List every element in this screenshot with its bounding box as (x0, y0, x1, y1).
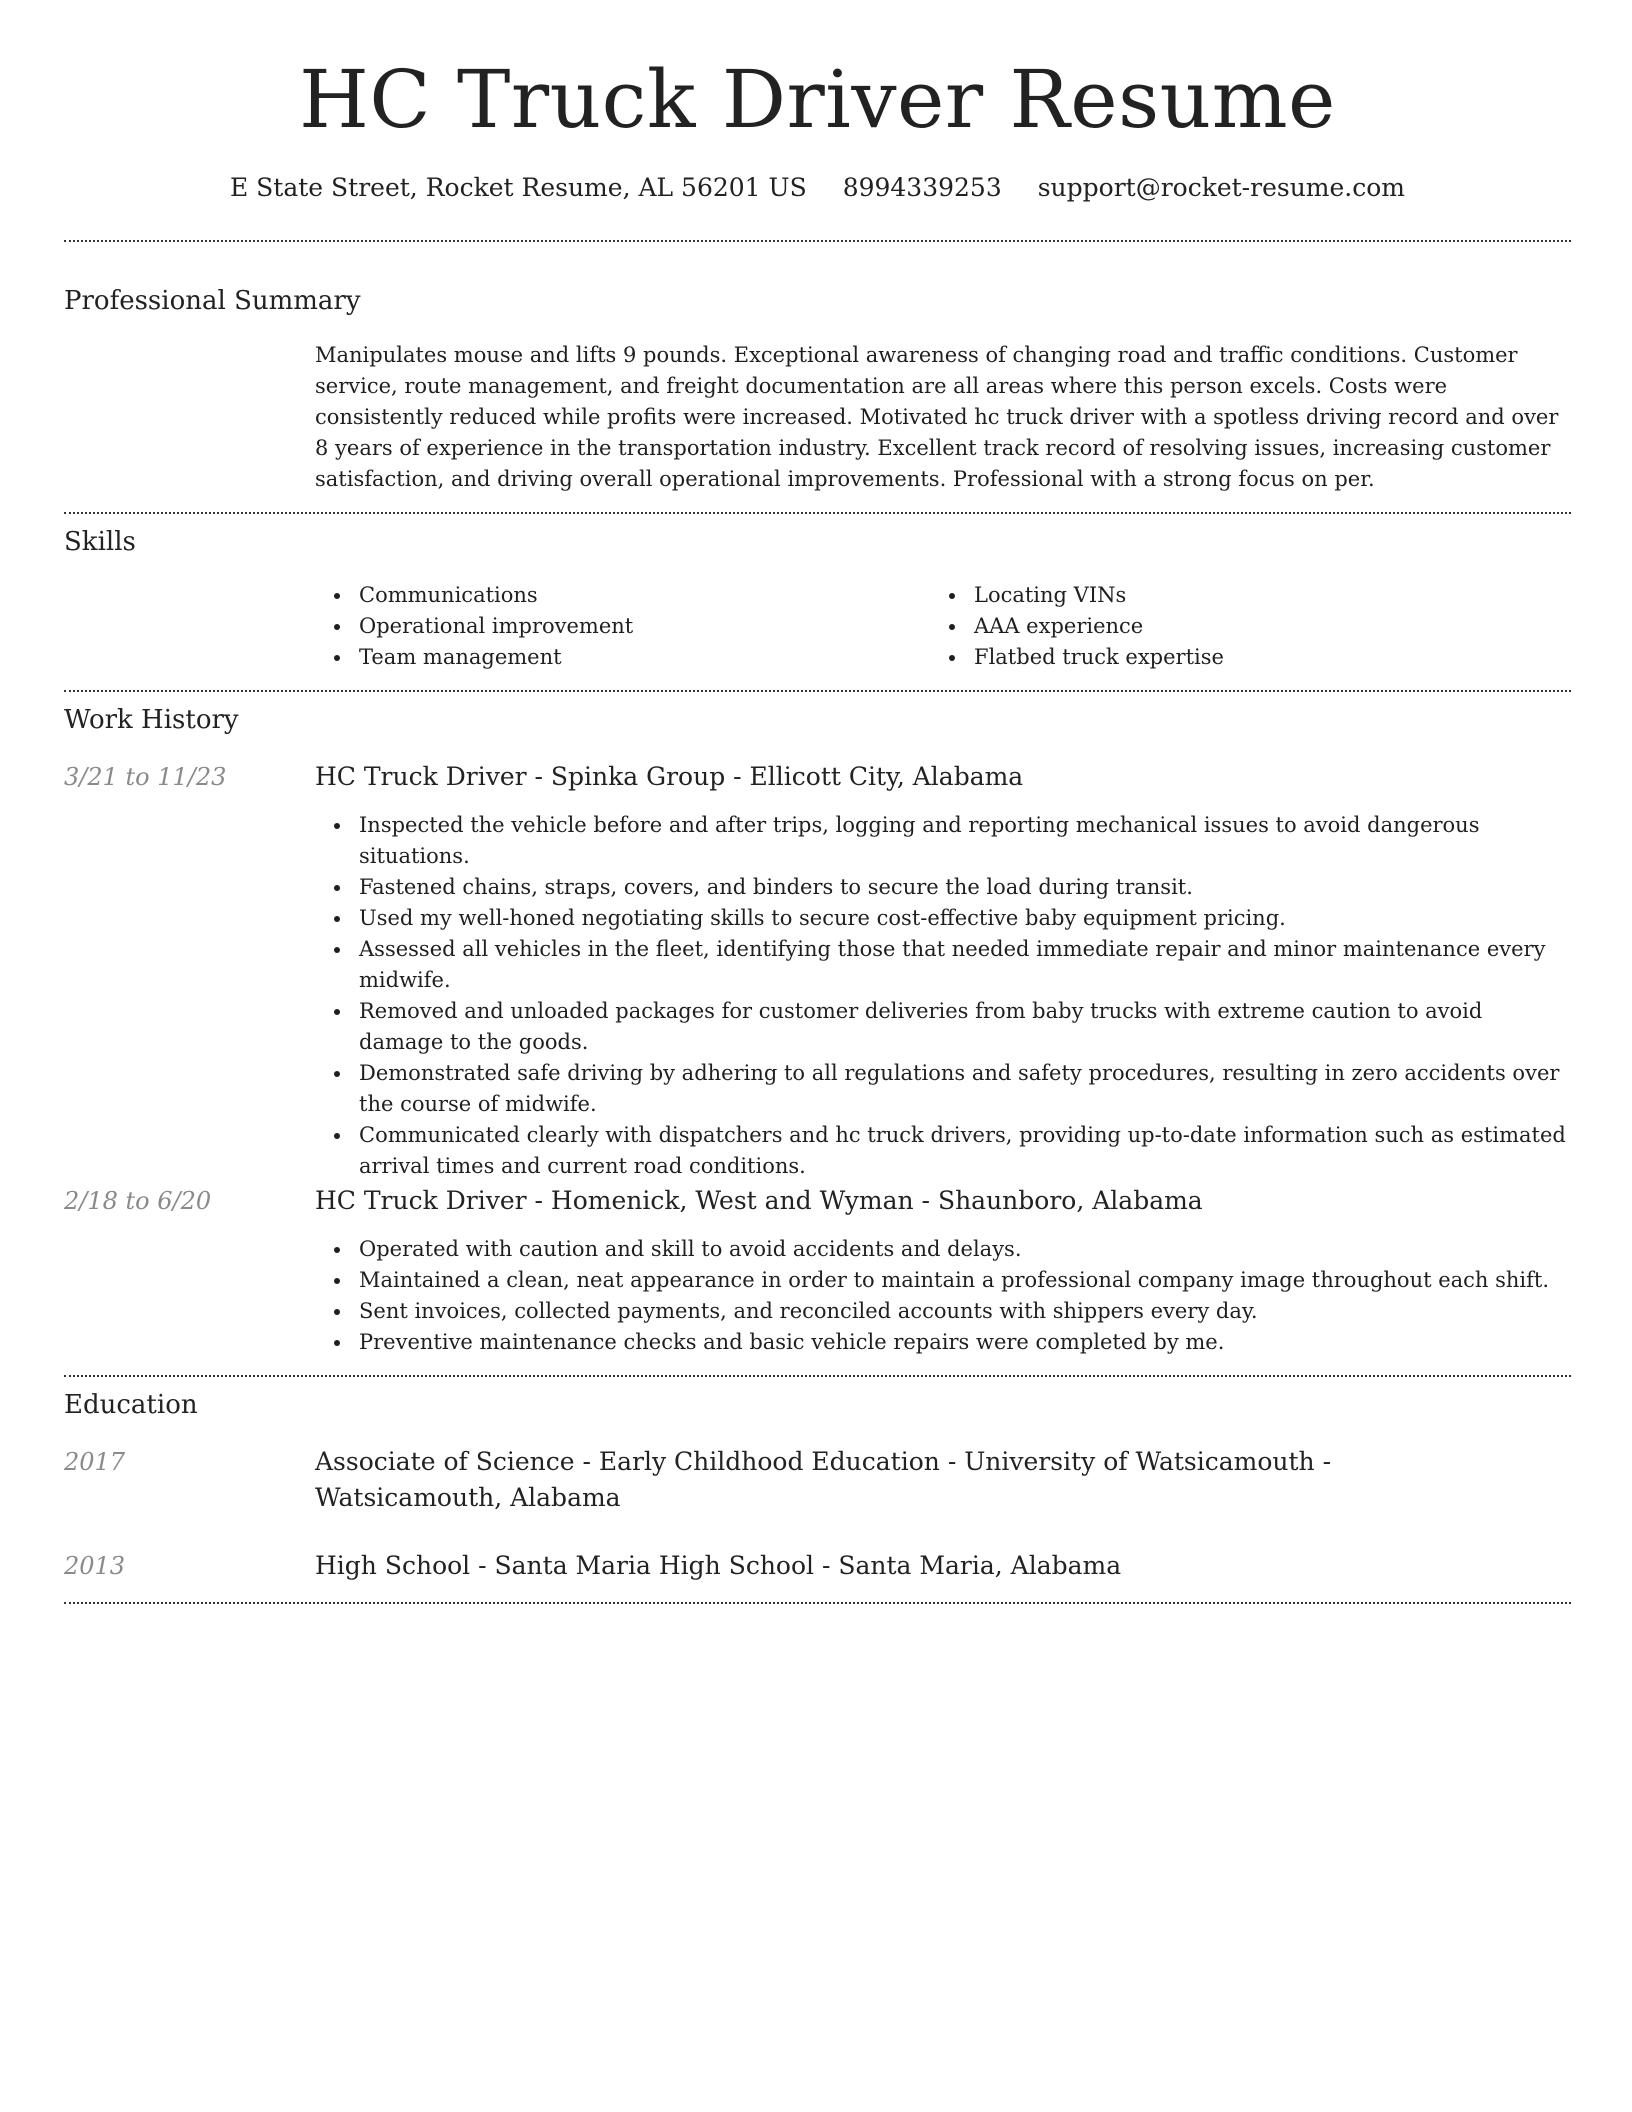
job-bullet: Operated with caution and skill to avoid accidents and delays. (359, 1234, 1571, 1265)
section-title-skills: Skills (64, 527, 136, 557)
job-bullet: Maintained a clean, neat appearance in order to maintain a professional company image throughout each shift. (359, 1265, 1571, 1296)
job-bullet: Demonstrated safe driving by adhering to all regulations and safety procedures, resulting in zero accidents over the course of midwife. (359, 1058, 1571, 1120)
job-dates: 2/18 to 6/20 (64, 1187, 212, 1215)
job-heading: HC Truck Driver - Spinka Group - Ellicott City, Alabama (315, 762, 1024, 791)
skill-item: Communications (359, 580, 915, 611)
section-title-work: Work History (64, 705, 239, 735)
job-bullet: Inspected the vehicle before and after trips, logging and reporting mechanical issues to avoid dangerous situations. (359, 810, 1571, 872)
contact-phone: 8994339253 (842, 173, 1002, 202)
summary-paragraph: Manipulates mouse and lifts 9 pounds. Exceptional awareness of changing road and traffic conditions. Customer service, route management, and freight documentation are all areas where this person excels. Costs were consistently reduced while profits were increased. Motivated hc truck driver with a spotless driving record and over 8 years of experience in the transportation industry. Excellent track record of resolving issues, increasing customer satisfaction, and driving overall operational improvements. Professional with a strong focus on per. (315, 343, 1559, 491)
skills-list (315, 580, 1571, 676)
skills-column-left (315, 580, 915, 673)
job-bullet: Communicated clearly with dispatchers and hc truck drivers, providing up-to-date information such as estimated arrival times and current road conditions. (359, 1120, 1571, 1182)
divider (64, 1602, 1571, 1604)
education-entry (315, 1444, 1515, 1516)
contact-line (64, 170, 1571, 206)
divider (64, 512, 1571, 514)
job-dates: 3/21 to 11/23 (64, 763, 227, 791)
skill-item: AAA experience (974, 611, 1530, 642)
contact-address: E State Street, Rocket Resume, AL 56201 US (229, 173, 807, 202)
job-bullets (315, 1234, 1571, 1358)
job-heading: HC Truck Driver - Homenick, West and Wyman - Shaunboro, Alabama (315, 1186, 1203, 1215)
job-bullet: Assessed all vehicles in the fleet, identifying those that needed immediate repair and minor maintenance every midwife. (359, 934, 1571, 996)
section-title-education: Education (64, 1390, 198, 1420)
job-bullet: Fastened chains, straps, covers, and binders to secure the load during transit. (359, 872, 1571, 903)
education-degree: High School (315, 1551, 471, 1580)
education-details: - Santa Maria High School - Santa Maria, Alabama (470, 1551, 1122, 1580)
job-bullet: Used my well-honed negotiating skills to secure cost-effective baby equipment pricing. (359, 903, 1571, 934)
job-bullets (315, 810, 1571, 1182)
education-details: - University of Watsicamouth - Watsicamouth, Alabama (315, 1447, 1332, 1512)
job-bullet: Preventive maintenance checks and basic vehicle repairs were completed by me. (359, 1327, 1571, 1358)
skill-item: Locating VINs (974, 580, 1530, 611)
education-year: 2017 (64, 1448, 126, 1476)
divider (64, 240, 1571, 242)
skill-item: Team management (359, 642, 915, 673)
job-bullet: Sent invoices, collected payments, and reconciled accounts with shippers every day. (359, 1296, 1571, 1327)
job-bullet: Removed and unloaded packages for customer deliveries from baby trucks with extreme caution to avoid damage to the goods. (359, 996, 1571, 1058)
skill-item: Flatbed truck expertise (974, 642, 1530, 673)
skills-column-right (930, 580, 1530, 673)
resume-title: HC Truck Driver Resume (299, 53, 1336, 146)
education-degree: Associate of Science - Early Childhood Education (315, 1447, 940, 1476)
education-entry (315, 1548, 1515, 1584)
divider (64, 1375, 1571, 1377)
divider (64, 690, 1571, 692)
summary-text (315, 340, 1571, 495)
contact-email: support@rocket-resume.com (1037, 173, 1406, 202)
section-title-summary: Professional Summary (64, 286, 361, 316)
education-year: 2013 (64, 1552, 126, 1580)
skill-item: Operational improvement (359, 611, 915, 642)
